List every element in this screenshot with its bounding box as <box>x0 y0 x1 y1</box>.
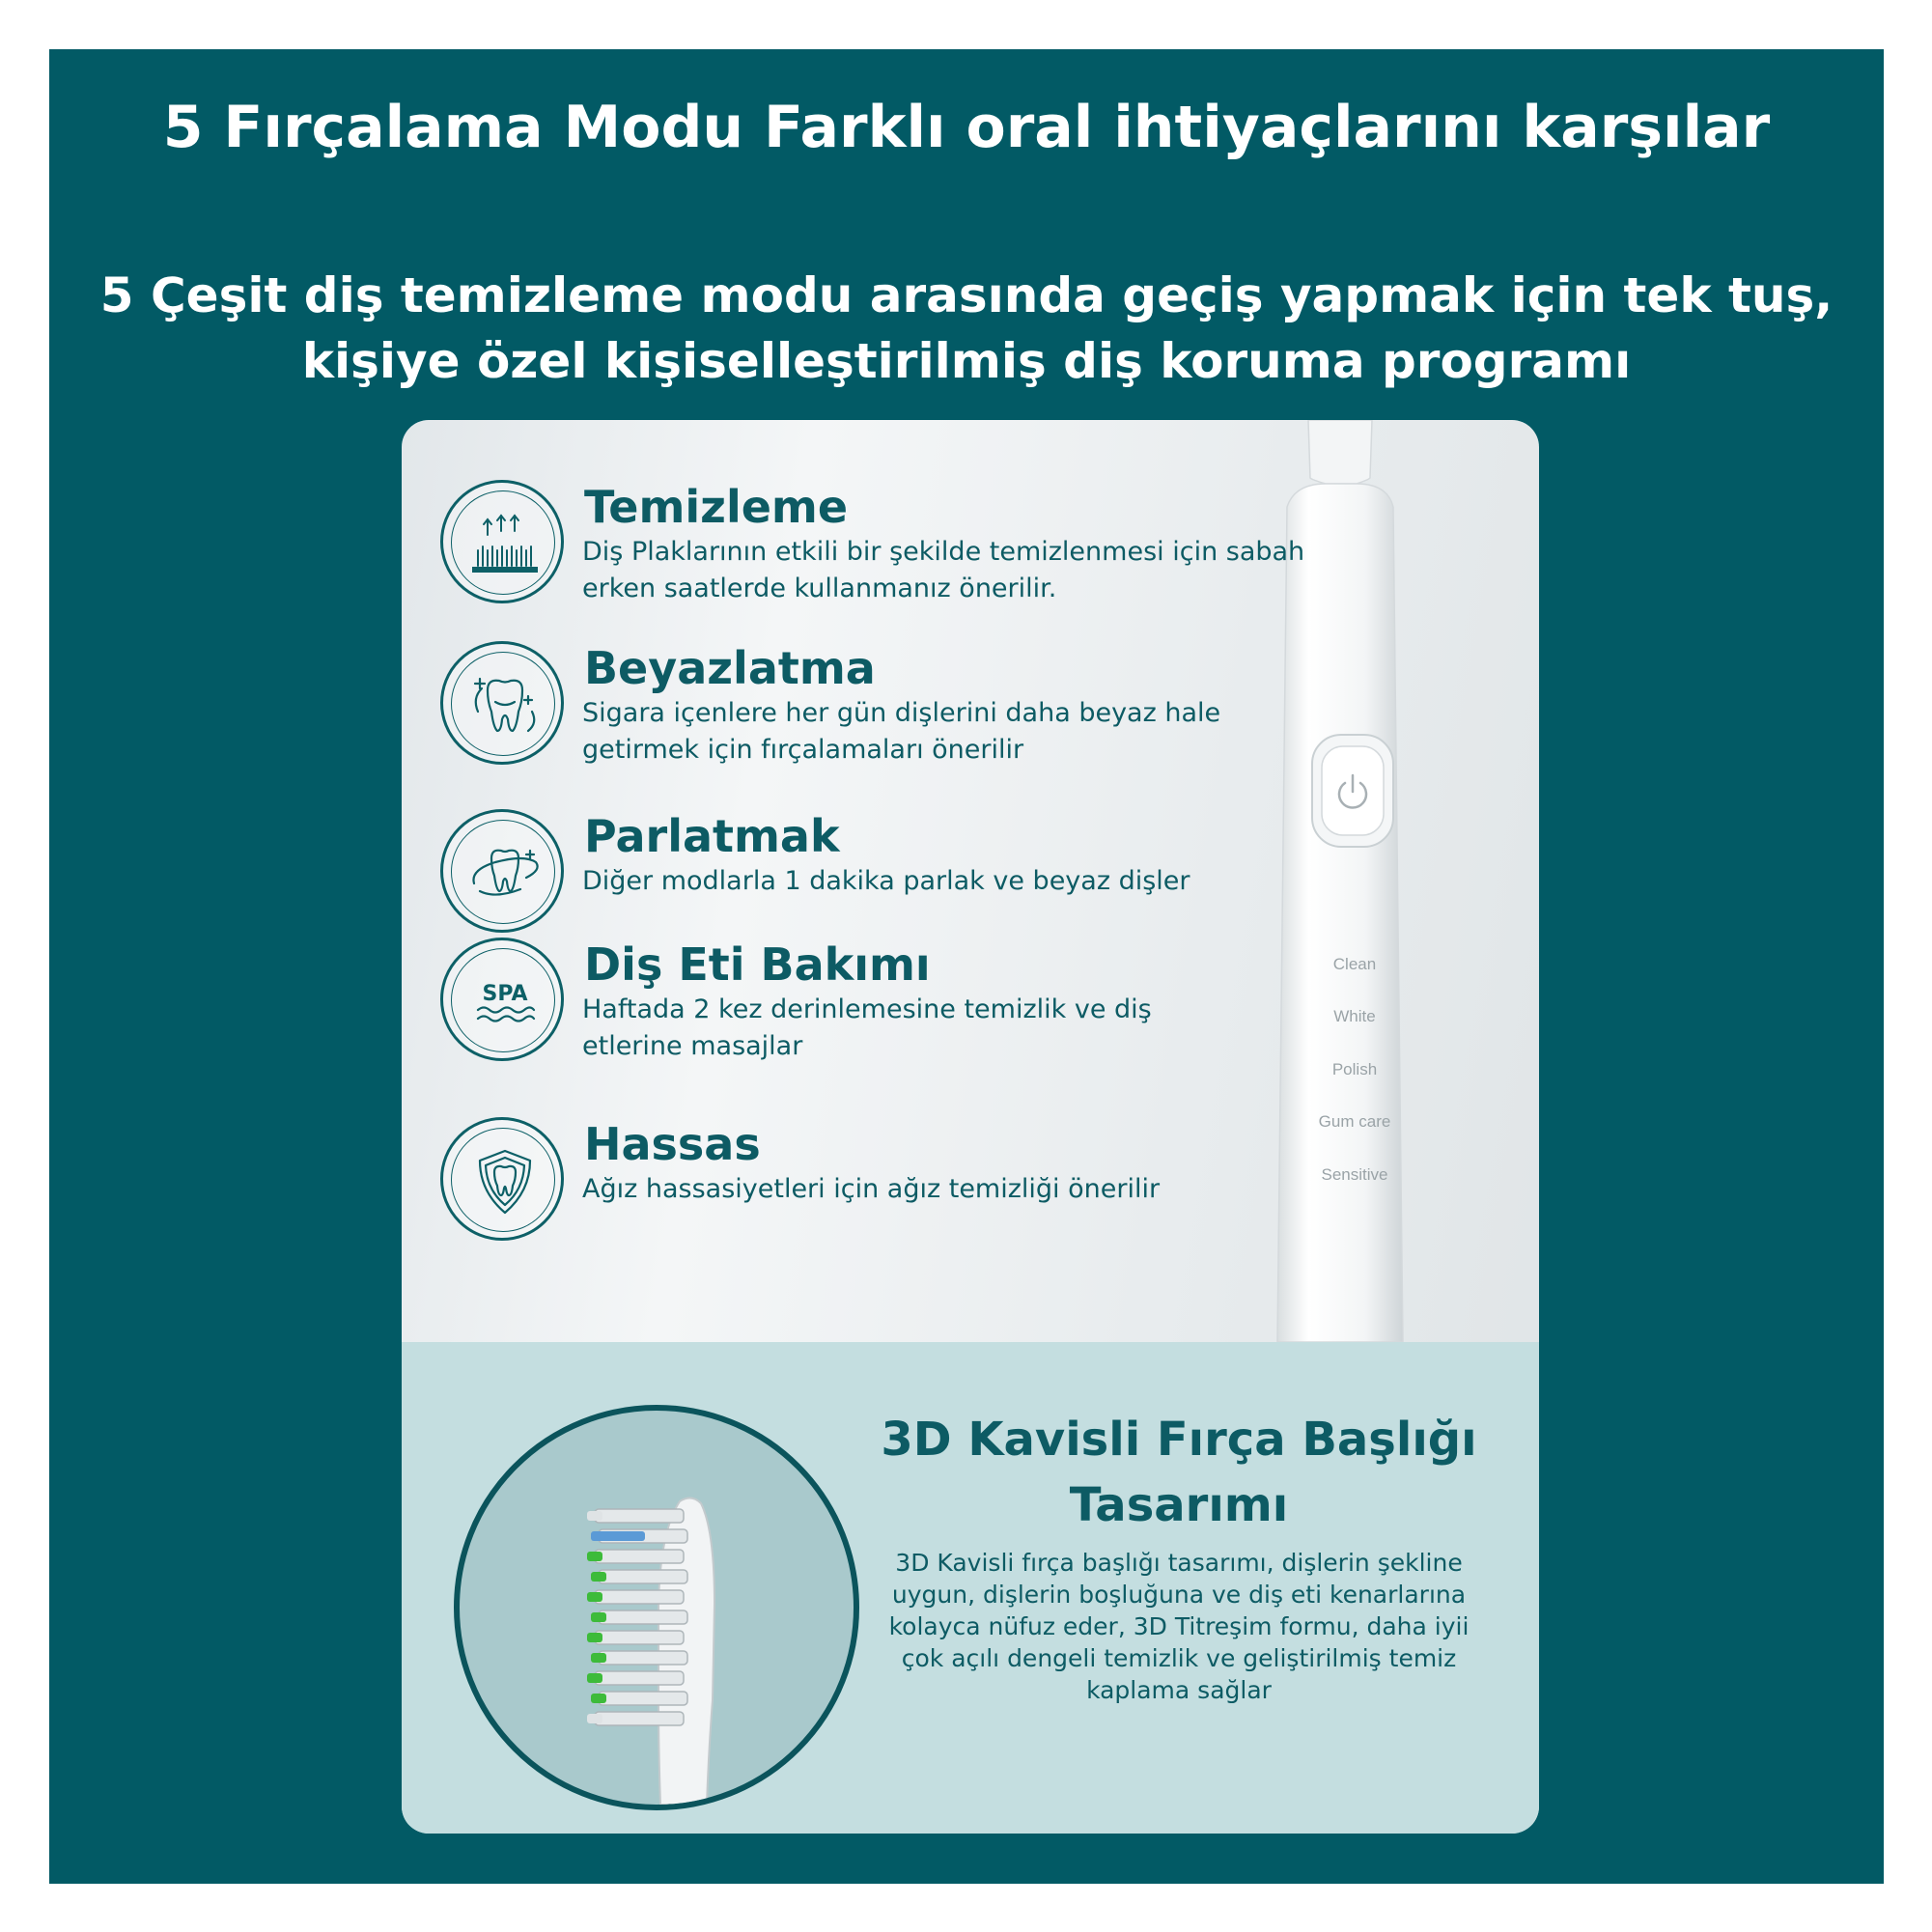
spa-icon-text: SPA <box>482 982 528 1006</box>
mode-description: Ağız hassasiyetleri için ağız temizliği önerilir <box>582 1174 1161 1204</box>
spa-waves-icon <box>440 938 564 1061</box>
mode-label-white: White <box>1333 1007 1376 1025</box>
mode-description: Haftada 2 kez derinlemesine temizlik ve diş etlerine masajlar <box>582 994 1152 1061</box>
bristle-row <box>587 1712 684 1725</box>
feature-description: 3D Kavisli fırça başlığı tasarımı, dişlerin şekline uygun, dişlerin boşluğuna ve diş eti kenarlarına kolayca nüfuz eder, 3D Titreşim formu, daha iyii çok açılı dengeli temizlik ve geliştirilmiş temiz kaplama sağlar <box>888 1549 1470 1704</box>
sparkling-tooth-icon <box>440 641 564 765</box>
brush-head-image <box>454 1405 859 1810</box>
shield-tooth-icon <box>440 1117 564 1241</box>
bristle-row <box>591 1651 687 1665</box>
mode-label-clean: Clean <box>1332 955 1377 973</box>
bristle-row <box>587 1671 684 1685</box>
mode-description: Diğer modlarla 1 dakika parlak ve beyaz dişler <box>582 866 1190 896</box>
mode-description: Sigara içenlere her gün dişlerini daha beyaz hale getirmek için fırçalamaları önerilir <box>582 698 1221 765</box>
bristle-row <box>591 1692 687 1705</box>
bristles-arrows-icon <box>440 480 564 603</box>
bristle-row <box>587 1509 684 1523</box>
mode-description: Diş Plaklarının etkili bir şekilde temizlenmesi için sabah erken saatlerde kullanmanız önerilir. <box>582 537 1305 603</box>
modes-card <box>402 420 1539 1834</box>
mode-label-sensitive: Sensitive <box>1321 1165 1388 1184</box>
bristle-row <box>591 1529 687 1543</box>
bristle-row <box>587 1631 684 1644</box>
bristle-row <box>591 1610 687 1624</box>
mode-label-gum-care: Gum care <box>1318 1112 1391 1131</box>
bristle-row <box>587 1550 684 1563</box>
bristle-rows <box>587 1509 687 1725</box>
mode-label-polish: Polish <box>1331 1060 1378 1078</box>
orbit-tooth-icon <box>440 809 564 933</box>
feature-title: 3D Kavisli Fırça Başlığı Tasarımı <box>881 1413 1477 1532</box>
bristle-row <box>591 1570 687 1583</box>
page-title: 5 Fırçalama Modu Farklı oral ihtiyaçlarını karşılar <box>162 94 1771 161</box>
bristle-row <box>587 1590 684 1604</box>
mode-title: Parlatmak <box>584 810 840 862</box>
mode-title: Temizleme <box>584 481 849 533</box>
page-subtitle: 5 Çeşit diş temizleme modu arasında geçiş yapmak için tek tuş, kişiye özel kişiselleştirilmiş diş koruma programı <box>99 267 1834 389</box>
mode-title: Beyazlatma <box>584 642 876 694</box>
mode-title: Hassas <box>584 1118 761 1170</box>
mode-title: Diş Eti Bakımı <box>584 938 931 991</box>
